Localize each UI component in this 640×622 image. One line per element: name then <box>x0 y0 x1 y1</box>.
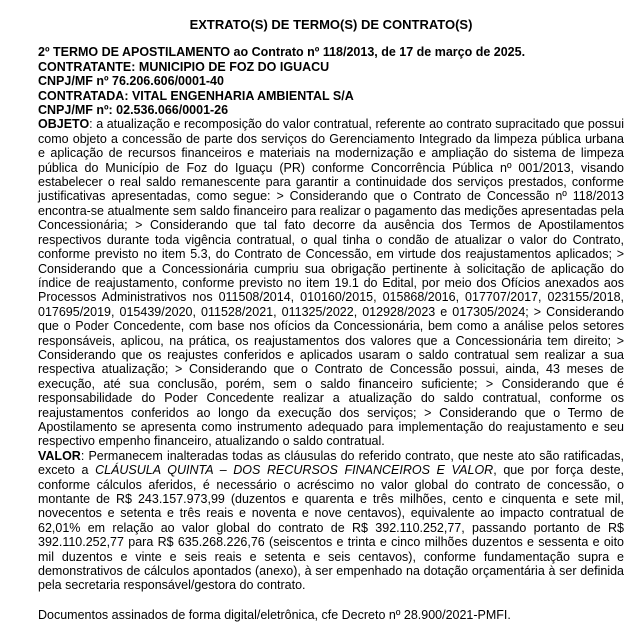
objeto-label: OBJETO <box>38 117 90 132</box>
contratada-cnpj-line: CNPJ/MF nº: 02.536.066/0001-26 <box>38 103 229 118</box>
contratada-line: CONTRATADA: VITAL ENGENHARIA AMBIENTAL S/A <box>38 88 354 103</box>
contratante-line: CONTRATANTE: MUNICIPIO DE FOZ DO IGUACU <box>38 59 330 74</box>
valor-paragraph <box>38 449 624 593</box>
valor-clause-title: CLÁUSULA QUINTA – DOS RECURSOS FINANCEIROS E VALOR <box>95 463 494 478</box>
contratante-cnpj-line: CNPJ/MF nº 76.206.606/0001-40 <box>38 74 224 89</box>
valor-text-before: : Permanecem inalteradas todas as cláusulas do referido contrato, que neste ato são ratificadas, exceto a <box>38 448 624 478</box>
valor-text-after: , que por força deste, conforme cálculos aferidos, é necessário o acréscimo no valor global do contrato de concessão, o montante de R$ 243.157.973,99 (duzentos e quarenta e três milhões, cento e cinquenta e sete mil, novecentos e setenta e três reais e noventa e nove centavos), equivalente ao impacto contratual de 62,01% em relação ao valor global do contrato de R$ 392.110.252,77, passando portanto de R$ 392.110.252,77 para R$ 635.268.226,76 (seiscentos e trinta e cinco milhões duzentos e sessenta e oito mil duzentos e vinte e seis reais e setenta e seis centavos), conforme fundamentação supra e demonstrativos de cálculos apontados (anexo), à ser empenhado na dotação orçamentária à ser definida pela secretaria responsável/gestora do contrato. <box>38 463 624 593</box>
document-title: EXTRATO(S) DE TERMO(S) DE CONTRATO(S) <box>189 17 473 32</box>
signature-footer: Documentos assinados de forma digital/eletrônica, cfe Decreto nº 28.900/2021-PMFI. <box>38 607 511 622</box>
apostilamento-heading: 2º TERMO DE APOSTILAMENTO ao Contrato nº 118/2013, de 17 de março de 2025. <box>38 45 526 60</box>
objeto-text: : a atualização e recomposição do valor contratual, referente ao contrato supracitado que possui como objeto a concessão de parte dos serviços do Gerenciamento Integrado da limpeza pública urbana e aplicação de recursos financeiros e materiais na modernização e ampliação do sistema de limpeza pública do Município de Foz do Iguaçu (PR) conforme Concorrência Pública nº 001/2013, visando estabelecer o real saldo remanescente para garantir a continuidade dos serviços prestados, conforme justificativas apresentadas, como segue: > Considerando que o Contrato de Concessão nº 118/2013 encontra-se atualmente sem saldo financeiro para realizar o pagamento das medições apresentadas pela Concessionária; > Considerando que tal fato decorre da ausência dos Termos de Apostilamentos respectivos durante toda vigência contratual, o qual tinha o condão de atualizar o valor do Contrato, conforme previsto no item 5.3, do Contrato de Concessão, em virtude dos reajustamentos aplicados; > Considerando que a Concessionária cumpriu sua obrigação pertinente à solicitação de aplicação do índice de reajustamento, conforme previsto no item 19.1 do Edital, por meio dos Ofícios anexados aos Processos Administrativos nos 011508/2014, 010160/2015, 015868/2016, 017707/2017, 023155/2018, 017695/2019, 015439/2020, 011528/2021, 011325/2022, 012928/2023 e 017305/2024; > Considerando que o Poder Concedente, com base nos ofícios da Concessionária, bem como a análise pelos setores responsáveis, aplicou, na prática, os reajustamentos dos valores que a Concessionária tem direito; > Considerando que os reajustes conferidos e aplicados usaram o saldo contratual sem realizar a sua respectiva atualização; > Considerando que o Contrato de Concessão possui, ainda, 43 meses de execução, até sua conclusão, porém, sem o saldo financeiro suficiente; > Considerando que é responsabilidade do Poder Concedente realizar a atualização do saldo contratual, conforme os reajustamentos conferidos ao longo da execução dos serviços; > Considerando que o Termo de Apostilamento se apresenta como instrumento adequado para implementação do reajustamento e seu respectivo empenho financeiro, atualizando o saldo contratual. <box>38 117 624 449</box>
valor-label: VALOR <box>38 448 81 463</box>
objeto-paragraph <box>38 117 624 448</box>
